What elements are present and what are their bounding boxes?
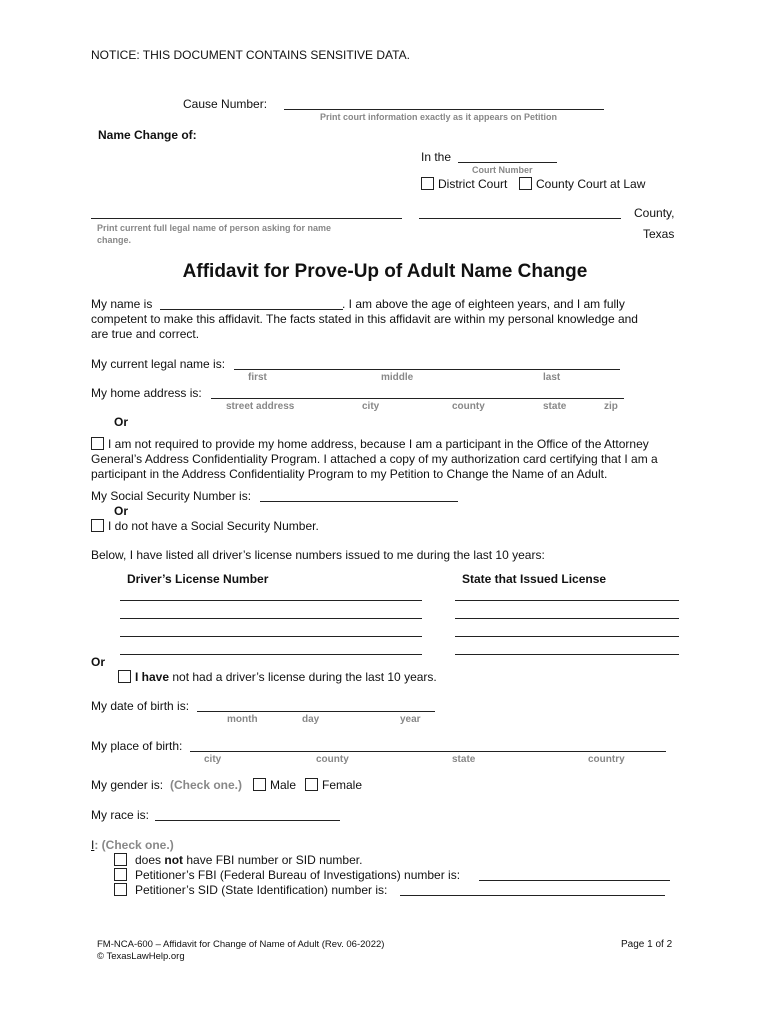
in-the-label: In the [421, 150, 452, 164]
fbi-sid-check-hint: : (Check one.) [94, 838, 174, 852]
dl-state-header: State that Issued License [462, 572, 607, 586]
no-fbi-label-b: not [164, 853, 184, 867]
zip-hint: zip [604, 401, 618, 412]
dl-state-input-4[interactable] [455, 654, 679, 655]
gender-check-hint: (Check one.) [170, 778, 243, 792]
court-number-input[interactable] [458, 162, 557, 163]
intro-line2-text: competent to make this affidavit. The facts stated in this affidavit are within my personal knowledge and [91, 312, 638, 326]
my-name-input[interactable] [160, 309, 343, 310]
male-label: Male [270, 778, 297, 792]
district-court-label: District Court [438, 177, 508, 191]
fbi-number-checkbox[interactable] [114, 868, 127, 881]
fbi-sid-heading [91, 838, 174, 852]
home-address-label: My home address is: [91, 386, 202, 400]
middle-name-hint: middle [381, 372, 414, 383]
footer-site: © TexasLawHelp.org [97, 951, 185, 962]
no-fbi-label-a: does [135, 853, 165, 867]
dl-number-header: Driver’s License Number [127, 572, 269, 586]
female-label: Female [322, 778, 363, 792]
district-court-checkbox[interactable] [421, 177, 434, 190]
dob-label: My date of birth is: [91, 699, 190, 713]
acp-checkbox[interactable] [91, 437, 104, 450]
pob-city-hint: city [204, 754, 222, 765]
dob-input[interactable] [197, 711, 435, 712]
ssn-input[interactable] [260, 501, 458, 502]
dl-state-input-3[interactable] [455, 636, 679, 637]
cause-number-hint: Print court information exactly as it appears on Petition [320, 112, 558, 122]
sid-number-input[interactable] [400, 895, 665, 896]
county-label: County, [634, 206, 675, 220]
gender-label: My gender is: [91, 778, 164, 792]
city-hint: city [362, 401, 380, 412]
texas-label: Texas [643, 227, 675, 241]
or-label-address: Or [114, 415, 129, 429]
court-number-hint: Court Number [472, 165, 533, 175]
dl-intro-text: Below, I have listed all driver’s license numbers issued to me during the last 10 years: [91, 548, 545, 562]
no-fbi-label-c: have FBI number or SID number. [183, 853, 363, 867]
fbi-sid-i: I [91, 838, 95, 852]
my-name-is-label: My name is [91, 297, 153, 311]
dl-number-input-2[interactable] [120, 618, 422, 619]
dl-number-input-4[interactable] [120, 654, 422, 655]
dob-month-hint: month [227, 714, 258, 725]
intro-line1-text: . I am above the age of eighteen years, and I am fully [342, 297, 625, 311]
state-hint: state [543, 401, 567, 412]
sid-number-checkbox[interactable] [114, 883, 127, 896]
acp-line2: General’s Address Confidentiality Program. I attached a copy of my authorization card certifying that I am a [91, 452, 658, 466]
first-name-hint: first [248, 372, 267, 383]
pob-county-hint: county [316, 754, 349, 765]
county-court-at-law-label: County Court at Law [536, 177, 646, 191]
name-change-of-label: Name Change of: [98, 128, 197, 142]
dl-state-input-2[interactable] [455, 618, 679, 619]
full-legal-name-hint: Print current full legal name of person asking for name change. [97, 223, 332, 245]
fbi-number-label: Petitioner’s FBI (Federal Bureau of Investigations) number is: [135, 868, 461, 882]
no-dl-label-bold: I have [135, 670, 170, 684]
no-fbi-label [135, 853, 362, 867]
pob-country-hint: country [588, 754, 625, 765]
pob-state-hint: state [452, 754, 476, 765]
county-name-input[interactable] [419, 218, 621, 219]
no-fbi-checkbox[interactable] [114, 853, 127, 866]
dl-state-input-1[interactable] [455, 600, 679, 601]
no-ssn-checkbox[interactable] [91, 519, 104, 532]
sid-number-label: Petitioner’s SID (State Identification) number is: [135, 883, 388, 897]
county-court-at-law-checkbox[interactable] [519, 177, 532, 190]
acp-line3: participant in the Address Confidentiality Program to my Petition to Change the Name of an Adult. [91, 467, 608, 481]
male-checkbox[interactable] [253, 778, 266, 791]
dl-number-input-3[interactable] [120, 636, 422, 637]
footer-form-id: FM-NCA-600 – Affidavit for Change of Name of Adult (Rev. 06-2022) [97, 939, 385, 950]
sensitive-notice: NOTICE: THIS DOCUMENT CONTAINS SENSITIVE DATA. [91, 48, 410, 62]
document-title: Affidavit for Prove-Up of Adult Name Change [182, 261, 588, 282]
home-address-input[interactable] [211, 398, 624, 399]
no-dl-label [135, 670, 437, 684]
intro-line3-text: are true and correct. [91, 327, 200, 341]
female-checkbox[interactable] [305, 778, 318, 791]
full-legal-name-input[interactable] [91, 218, 402, 219]
dob-year-hint: year [400, 714, 421, 725]
race-label: My race is: [91, 808, 150, 822]
cause-number-input[interactable] [284, 109, 604, 110]
county-hint: county [452, 401, 485, 412]
legal-name-input[interactable] [234, 369, 620, 370]
no-dl-label-rest: not had a driver’s license during the last 10 years. [169, 670, 437, 684]
dl-number-input-1[interactable] [120, 600, 422, 601]
acp-line1: I am not required to provide my home address, because I am a participant in the Office of the Attorney [108, 437, 649, 451]
dob-day-hint: day [302, 714, 320, 725]
pob-input[interactable] [190, 751, 666, 752]
footer-page-number: Page 1 of 2 [621, 939, 673, 950]
street-hint: street address [226, 401, 295, 412]
legal-name-label: My current legal name is: [91, 357, 226, 371]
or-label-dl: Or [91, 655, 106, 669]
or-label-ssn: Or [114, 504, 129, 518]
no-ssn-label: I do not have a Social Security Number. [108, 519, 319, 533]
fbi-number-input[interactable] [479, 880, 670, 881]
cause-number-label: Cause Number: [183, 97, 268, 111]
last-name-hint: last [543, 372, 561, 383]
race-input[interactable] [155, 820, 340, 821]
no-dl-checkbox[interactable] [118, 670, 131, 683]
ssn-label: My Social Security Number is: [91, 489, 252, 503]
pob-label: My place of birth: [91, 739, 183, 753]
